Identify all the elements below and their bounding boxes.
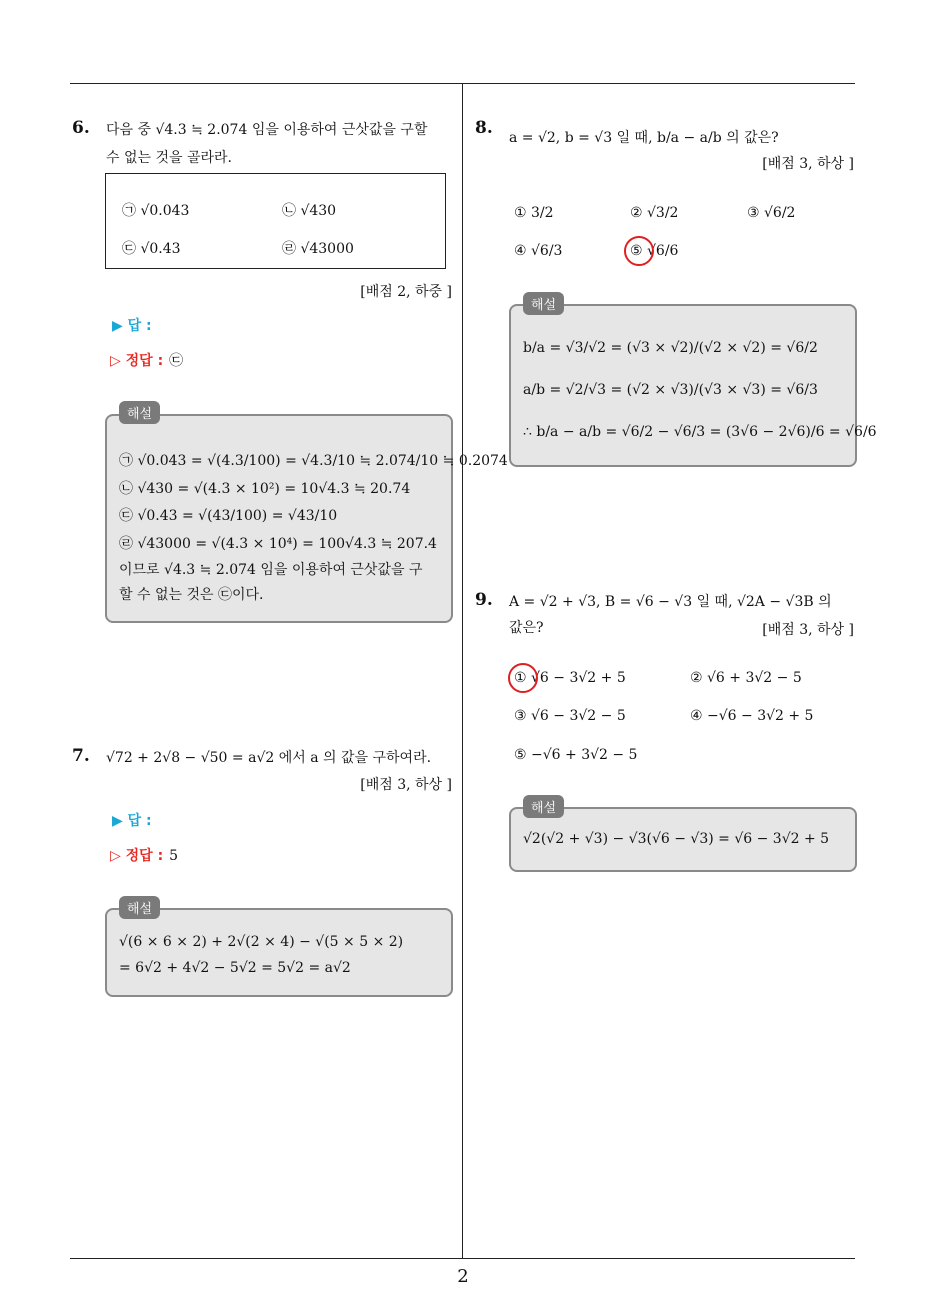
q9-choice-3[interactable]: ③ √6 − 3√2 − 5: [514, 708, 626, 724]
q6-solution-tag: 해설: [119, 401, 160, 424]
q9-choice-1[interactable]: ① √6 − 3√2 + 5: [514, 670, 626, 686]
q8-text: a = √2, b = √3 일 때, b/a − a/b 의 값은?: [509, 130, 779, 146]
q7-solution-line: √(6 × 6 × 2) + 2√(2 × 4) − √(5 × 5 × 2): [119, 934, 404, 950]
q9-choice-5[interactable]: ⑤ −√6 + 3√2 − 5: [514, 747, 638, 763]
q6-solution-box: [105, 414, 508, 623]
q8-choice-5[interactable]: ⑤ √6/6: [630, 243, 679, 259]
q7-correct-row: [110, 845, 178, 865]
q7-score: [배점 3, 하상 ]: [360, 777, 452, 793]
q8-solution-line: a/b = √2/√3 = (√2 × √3)/(√3 × √3) = √6/3: [523, 382, 818, 398]
q6-score: [배점 2, 하중 ]: [360, 284, 452, 300]
q6-solution-line: 이므로 √4.3 ≒ 2.074 임을 이용하여 근삿값을 구: [119, 562, 423, 578]
q9-solution-line: √2(√2 + √3) − √3(√6 − √3) = √6 − 3√2 + 5: [523, 831, 830, 847]
q8-number: 8.: [475, 118, 493, 138]
q6-solution-line: ㉡ √430 = √(4.3 × 10²) = 10√4.3 ≒ 20.74: [119, 481, 411, 497]
q7-text: √72 + 2√8 − √50 = a√2 에서 a 의 값을 구하여라.: [106, 750, 432, 766]
q8-choice-2[interactable]: ② √3/2: [630, 205, 679, 221]
q6-solution-line: 할 수 없는 것은 ㉢이다.: [119, 587, 264, 603]
q6-choice-3[interactable]: ㉢ √0.43: [122, 241, 181, 257]
q9-selected-answer-mark: [508, 663, 538, 693]
q6-text-line2: 수 없는 것을 골라라.: [106, 150, 232, 166]
q7-solution-tag: 해설: [119, 896, 160, 919]
q6-solution-line: ㉠ √0.043 = √(4.3/100) = √4.3/10 ≒ 2.074/10 ≒ 0.2074: [119, 453, 508, 469]
q8-solution-tag: 해설: [523, 292, 564, 315]
q8-score: [배점 3, 하상 ]: [762, 156, 854, 172]
q7-answer-label: ▶ 답 :: [112, 813, 152, 829]
page-number: 2: [457, 1266, 469, 1287]
q7-solution-box: [105, 908, 453, 997]
q6-number: 6.: [72, 118, 90, 138]
q8-solution-box: [509, 304, 877, 467]
q9-text-line2: 값은?: [509, 620, 544, 636]
q8-solution-line: ∴ b/a − a/b = √6/2 − √6/3 = (3√6 − 2√6)/6 = √6/6: [523, 424, 877, 440]
q9-choice-4[interactable]: ④ −√6 − 3√2 + 5: [690, 708, 814, 724]
q9-number: 9.: [475, 590, 493, 610]
q9-solution-tag: 해설: [523, 795, 564, 818]
q8-choice-4[interactable]: ④ √6/3: [514, 243, 563, 259]
q7-solution-line: = 6√2 + 4√2 − 5√2 = 5√2 = a√2: [119, 960, 351, 976]
q8-choice-1[interactable]: ① 3/2: [514, 205, 554, 221]
q6-solution-line: ㉢ √0.43 = √(43/100) = √43/10: [119, 508, 338, 524]
q6-choice-box: [105, 173, 446, 269]
q6-correct-row: [110, 350, 183, 370]
bottom-rule: [70, 1258, 855, 1259]
q8-selected-answer-mark: [624, 236, 654, 266]
q6-solution-line: ㉣ √43000 = √(4.3 × 10⁴) = 100√4.3 ≒ 207.4: [119, 536, 437, 552]
q7-number: 7.: [72, 746, 90, 766]
q7-correct-value: 5: [169, 848, 179, 864]
q6-correct-value: ㉢: [169, 353, 184, 369]
q6-choice-1[interactable]: ㉠ √0.043: [122, 203, 190, 219]
q7-correct-label: ▷ 정답 :: [110, 848, 164, 864]
q9-score: [배점 3, 하상 ]: [762, 622, 854, 638]
q9-choice-2[interactable]: ② √6 + 3√2 − 5: [690, 670, 802, 686]
q6-correct-label: ▷ 정답 :: [110, 353, 164, 369]
q6-answer-label: ▶ 답 :: [112, 318, 152, 334]
q6-text-line1: 다음 중 √4.3 ≒ 2.074 임을 이용하여 근삿값을 구할: [106, 122, 428, 138]
q8-solution-line: b/a = √3/√2 = (√3 × √2)/(√2 × √2) = √6/2: [523, 340, 818, 356]
q9-text-line1: A = √2 + √3, B = √6 − √3 일 때, √2A − √3B 의: [509, 594, 832, 610]
q6-choice-4[interactable]: ㉣ √43000: [282, 241, 354, 257]
q8-choice-3[interactable]: ③ √6/2: [747, 205, 796, 221]
column-divider: [462, 83, 463, 1259]
q6-choice-2[interactable]: ㉡ √430: [282, 203, 337, 219]
